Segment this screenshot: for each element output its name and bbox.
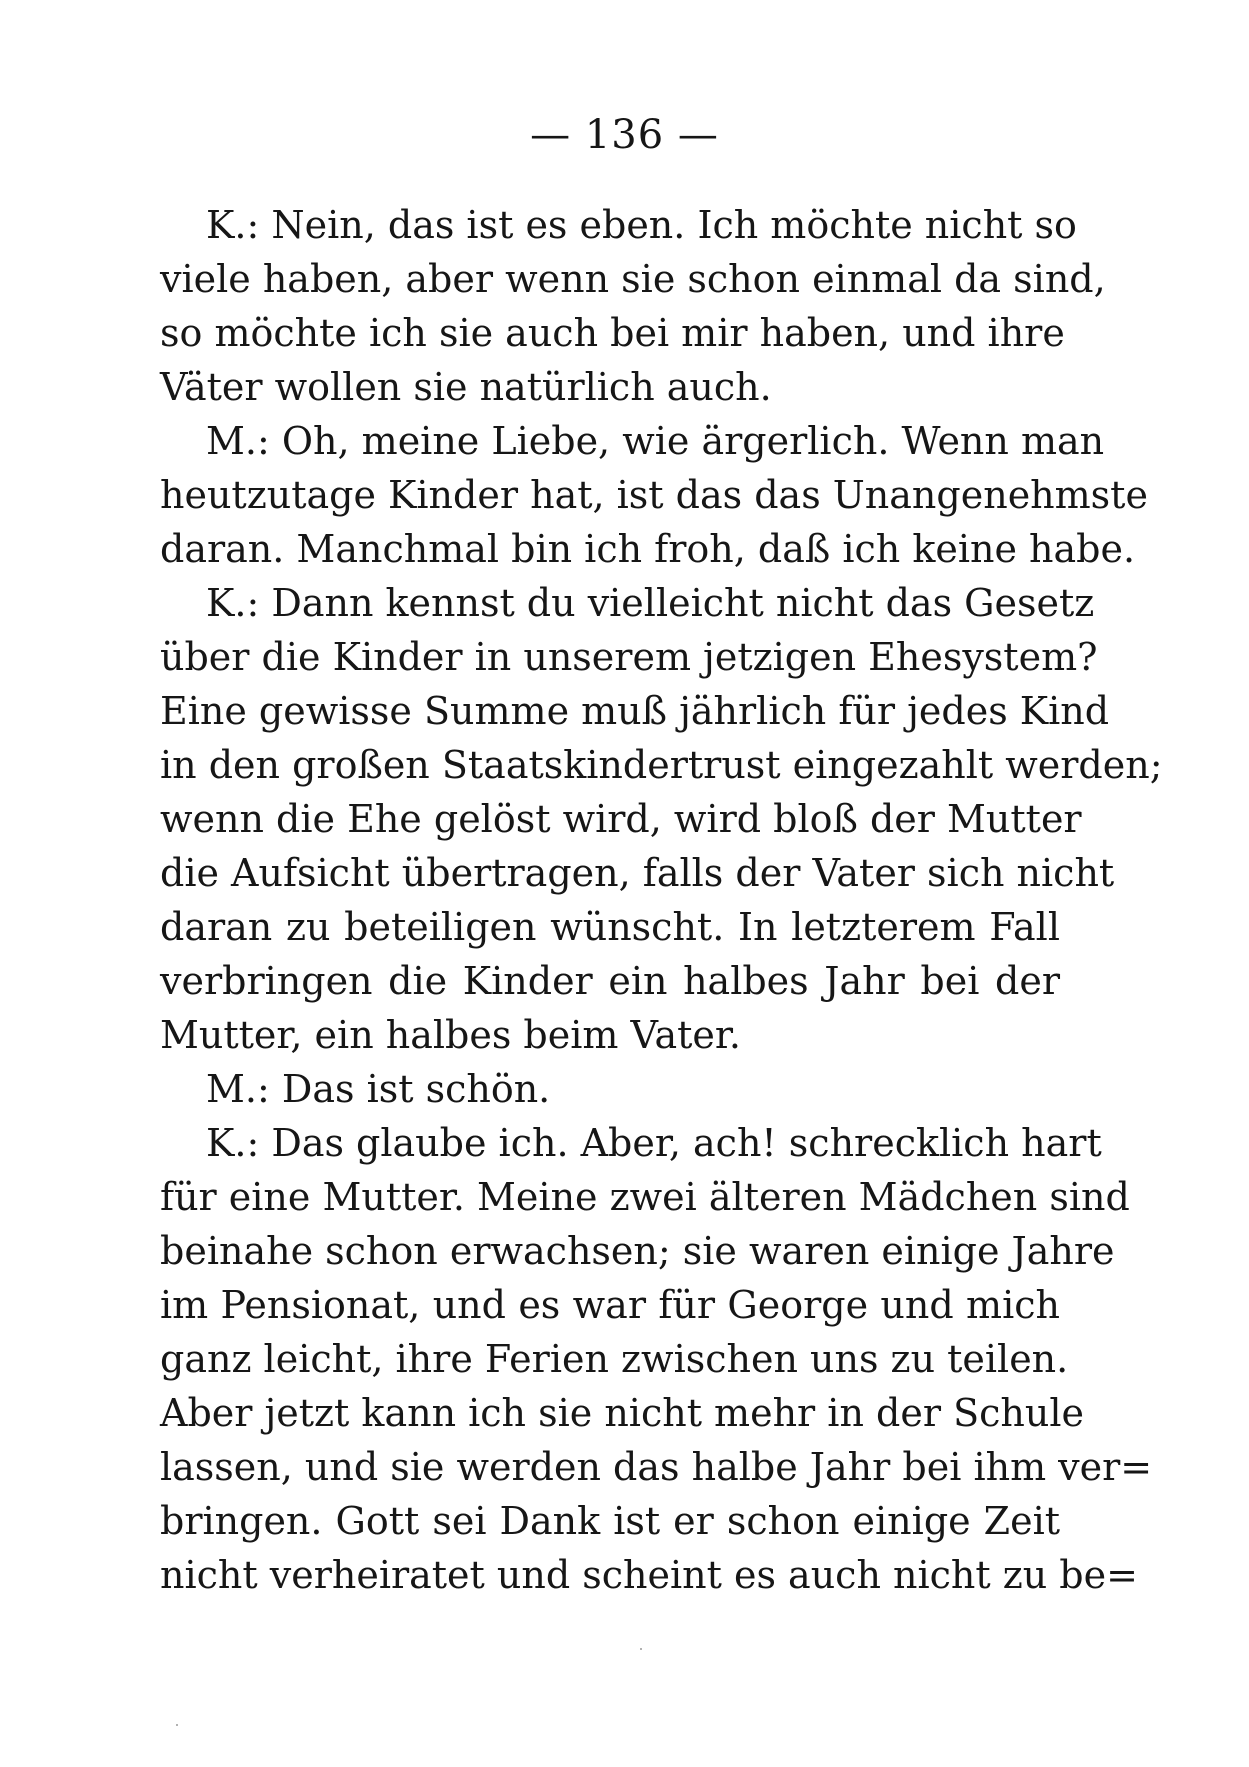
page-number: — 136 —	[530, 112, 719, 158]
text-line: über die Kinder in unserem jetzigen Ehesystem?	[160, 635, 1098, 679]
text-line: die Aufsicht übertragen, falls der Vater sich nicht	[160, 851, 1115, 895]
text-line: Mutter, ein halbes beim Vater.	[160, 1013, 741, 1057]
text-line: verbringen die Kinder ein halbes Jahr bei der	[160, 959, 1060, 1003]
text-line: heutzutage Kinder hat, ist das das Unangenehmste	[160, 473, 1148, 517]
text-line: lassen, und sie werden das halbe Jahr bei ihm ver=	[160, 1445, 1153, 1489]
text-line: in den großen Staatskindertrust eingezahlt werden;	[160, 743, 1163, 787]
text-line: K.: Nein, das ist es eben. Ich möchte nicht so	[206, 203, 1077, 247]
text-line: Aber jetzt kann ich sie nicht mehr in der Schule	[160, 1391, 1084, 1435]
text-line: K.: Dann kennst du vielleicht nicht das Gesetz	[206, 581, 1095, 625]
text-line: beinahe schon erwachsen; sie waren einige Jahre	[160, 1229, 1115, 1273]
text-line: ganz leicht, ihre Ferien zwischen uns zu teilen.	[160, 1337, 1069, 1381]
body-text	[160, 198, 1163, 1602]
text-line: nicht verheiratet und scheint es auch nicht zu be=	[160, 1553, 1138, 1597]
text-line: M.: Das ist schön.	[206, 1067, 551, 1111]
text-line: K.: Das glaube ich. Aber, ach! schrecklich hart	[206, 1121, 1102, 1165]
paper-speck	[640, 1648, 642, 1650]
paper-speck	[176, 1724, 178, 1726]
text-line: viele haben, aber wenn sie schon einmal da sind,	[160, 257, 1106, 301]
text-line: Eine gewisse Summe muß jährlich für jedes Kind	[160, 689, 1110, 733]
text-line: im Pensionat, und es war für George und mich	[160, 1283, 1060, 1327]
text-line: für eine Mutter. Meine zwei älteren Mädchen sind	[160, 1175, 1130, 1219]
text-line: wenn die Ehe gelöst wird, wird bloß der Mutter	[160, 797, 1082, 841]
text-line: so möchte ich sie auch bei mir haben, und ihre	[160, 311, 1065, 355]
text-line: daran. Manchmal bin ich froh, daß ich keine habe.	[160, 527, 1136, 571]
text-line: bringen. Gott sei Dank ist er schon einige Zeit	[160, 1499, 1060, 1543]
text-line: daran zu beteiligen wünscht. In letzterem Fall	[160, 905, 1060, 949]
text-line: M.: Oh, meine Liebe, wie ärgerlich. Wenn man	[206, 419, 1105, 463]
text-line: Väter wollen sie natürlich auch.	[160, 365, 772, 409]
